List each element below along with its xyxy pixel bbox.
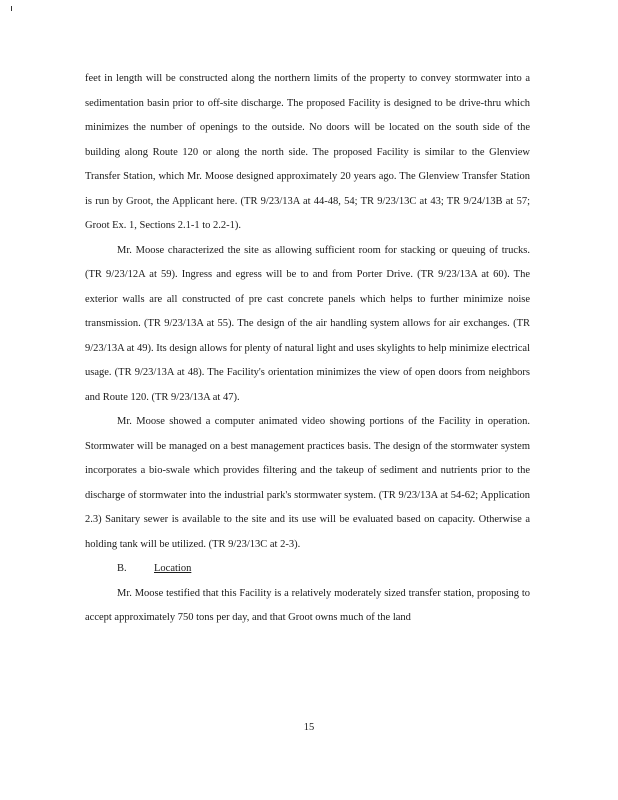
section-title: Location (154, 563, 192, 574)
paragraph-3: Mr. Moose showed a computer animated video showing portions of the Facility in operation. Stormwater will be managed on a best management practices basis. The design of the stormwater system incorporates a bio-swale which provides filtering and the takeup of sediment and nutrients prior to the discharge of stormwater into the industrial park's stormwater system. (TR 9/23/13A at 54-62; Application 2.3) Sanitary sewer is available to the site and its use will be evaluated based on capacity. Otherwise a holding tank will be utilized. (TR 9/23/13C at 2-3). (85, 416, 530, 550)
paragraph-4: Mr. Moose testified that this Facility is a relatively moderately sized transfer station, proposing to accept approximately 750 tons per day, and that Groot owns much of the land (85, 587, 530, 623)
section-letter: B. (117, 563, 127, 574)
body-text (85, 67, 530, 631)
section-heading (85, 557, 530, 582)
paragraph-1: feet in length will be constructed along the northern limits of the property to convey stormwater into a sedimentation basin prior to off-site discharge. The proposed Facility is designed to be drive-thru which minimizes the number of openings to the outside. No doors will be located on the south side of the building along Route 120 or along the north side. The proposed Facility is similar to the Glenview Transfer Station, which Mr. Moose designed approximately 20 years ago. The Glenview Transfer Station is run by Groot, the Applicant here. (TR 9/23/13A at 44-48, 54; TR 9/23/13C at 43; TR 9/24/13B at 57; Groot Ex. 1, Sections 2.1-1 to 2.2-1). (85, 73, 530, 231)
paragraph-2: Mr. Moose characterized the site as allowing sufficient room for stacking or queuing of trucks. (TR 9/23/12A at 59). Ingress and egress will be to and from Porter Drive. (TR 9/23/13A at 60). The exterior walls are all constructed of pre cast concrete panels which helps to further minimize noise transmission. (TR 9/23/13A at 55). The design of the air handling system allows for air exchanges. (TR 9/23/13A at 49). Its design allows for plenty of natural light and uses skylights to help minimize electrical usage. (TR 9/23/13A at 48). The Facility's orientation minimizes the view of open doors from neighbors and Route 120. (TR 9/23/13A at 47). (85, 244, 530, 403)
page-number: 15 (303, 722, 315, 733)
scan-mark (11, 6, 12, 11)
